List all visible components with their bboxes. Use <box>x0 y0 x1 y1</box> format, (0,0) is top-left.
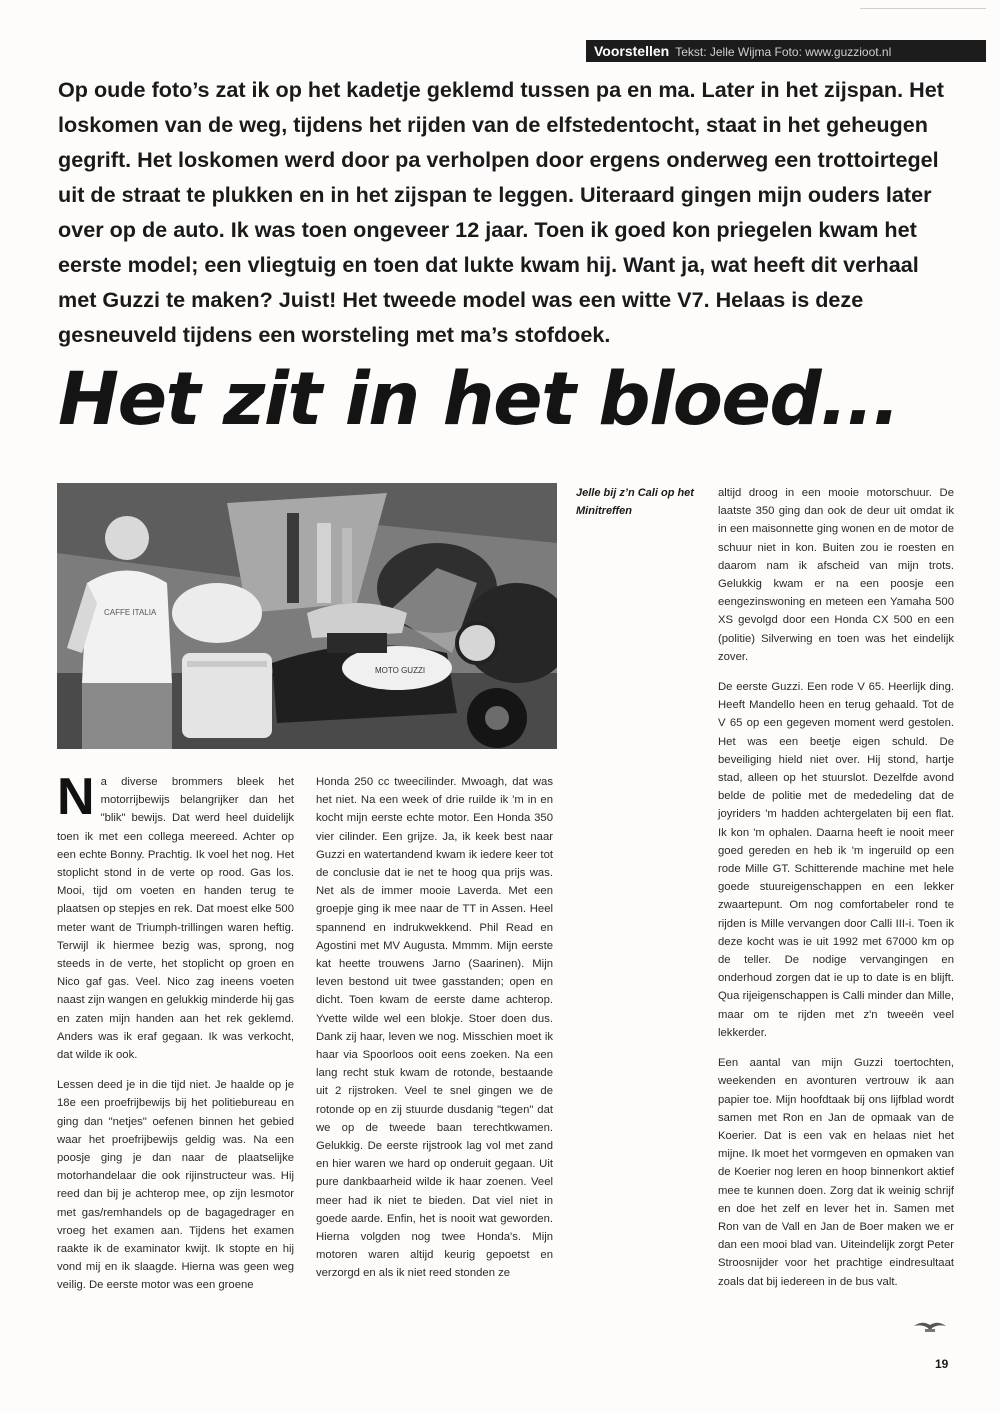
paragraph-text: a diverse brommers bleek het motorrijbewijs belangrijker dan het "blik" bewijs. Dat werd heel duidelijk toen ik met een collega meereed. Achter op een echte Bonny. Prachtig. Ik voel het nog. Het stoplicht stond in de verte op rood. Gas los. Mooi, tijd om voeten en handen terug te plaatsen op stepjes en rek. Dat moest elke 500 meter want de Triumph-trillingen waren heftig. Terwijl ik hiermee bezig was, sprong, nog steeds in de verte, het stoplicht op groen en Nico gaf gas. Veel. Nico zag ineens voeten naast zijn wangen en gelukkig minderde hij gas en zaten mijn handen aan het rek geklemd. Anders was ik eraf gegaan. Ik was verkocht, dat wilde ik ook. <box>57 776 294 1062</box>
article-photo <box>57 483 557 749</box>
body-column-3 <box>718 484 954 1291</box>
eagle-logo-icon <box>912 1318 948 1336</box>
intro-paragraph: Op oude foto’s zat ik op het kadetje geklemd tussen pa en ma. Later in het zijspan. Het loskomen van de weg, tijdens het rijden van de elfstedentocht, staat in het geheugen gegrift. Het loskomen werd door pa verholpen door ergens onderweg een trottoirtegel uit de straat te plukken en in het zijspan te leggen. Uiteraard gingen mijn ouders later over op de auto. Ik was toen ongeveer 12 jaar. Toen ik goed kon priegelen kwam het eerste model; een vliegtuig en toen dat lukte kwam hij. Want ja, wat heeft dit verhaal met Guzzi te maken? Juist! Het tweede model was een witte V7. Helaas is deze gesneuveld tijdens een worsteling met ma’s stofdoek. <box>58 77 944 347</box>
top-rule <box>860 8 986 9</box>
body-paragraph: altijd droog in een mooie motorschuur. De laatste 350 ging dan ook de deur uit omdat ik in een maisonnette ging wonen en de motor de schuur niet in kon. Buiten zou ie roesten en daarom nam ik afscheid van mijn trots. Gelukkig kwam er na een poosje een eengezinswoning en meteen een Yamaha 500 XS gevolgd door een Honda CX 500 en een (politie) Silverwing en toen was het eindelijk zover. <box>718 487 954 663</box>
section-header <box>586 40 986 62</box>
page-number: 19 <box>935 1357 949 1371</box>
drop-cap: N <box>57 768 95 826</box>
body-paragraph: Een aantal van mijn Guzzi toertochten, weekenden en avonturen vertrouw ik aan papier toe. Mijn hoofdtaak bij ons lijfblad wordt samen met Ron en Jan de opmaak van de Koerier. Dat is een vak en helaas niet het mijne. Ik moet het vormgeven en opmaken van de Koerier nog leren en hoop binnenkort aktief mee te kunnen doen. Zorg dat ik weinig schrijf en doe het zelf en lever het in. Samen met Ron van de Vall en Jan de Boer maken we er dan een mooi blad van. Uiteindelijk zorgt Peter Stroosnijder voor het prachtige eindresultaat zoals dat bij iedereen in de bus valt. <box>718 1057 954 1288</box>
photo-caption: Jelle bij z’n Cali op het Minitreffen <box>576 487 694 517</box>
photo-illustration <box>57 483 557 749</box>
body-column-1 <box>57 768 294 1295</box>
author-credit: Tekst: Jelle Wijma Foto: www.guzzioot.nl <box>675 45 892 59</box>
body-column-2 <box>316 773 553 1283</box>
body-paragraph: Honda 250 cc tweecilinder. Mwoagh, dat was het niet. Na een week of drie ruilde ik 'm in en kocht mijn eerste echte motor. Een Honda 350 vier cilinder. Een grijze. Ja, ik keek best naar Guzzi en watertandend kwam ik iedere keer tot de conclusie dat ie net te hoog qua prijs was. Net als de immer mooie Laverda. Met een groepje ging ik mee naar de TT in Assen. Heel spannend en indrukwekkend. Phil Read en Agostini met MV Augusta. Mmmm. Mijn eerste kat heette trouwens Jarno (Saarinen). Mijn leven bestond uit twee gasstanden; open en dicht. Toen kwam de eerste dame achterop. Yvette wilde wel een blokje. Stoer doen dus. Dank zij haar, leven we nog. Misschien moet ik haar via Spoorloos ooit eens zoeken. Na een lang recht stuk kwam de rotonde, bestaande uit 2 rijstroken. Veel te snel gingen we de rotonde op en zij stuurde dusdanig "tegen" dat we op de tweede baan terechtkwamen. Gelukkig. De eerste rijstrook lag vol met zand en hier waren we hard op onderuit gegaan. Uit pure dankbaarheid wilde ik haar zoenen. Veel meer had ik niet te bieden. Dat viel niet in goede aarde. Enfin, het is nooit wat geworden. Hierna volgden nog twee Honda's. Mijn motoren waren altijd keurig gepoetst en verzorgd en als ik niet reed stonden ze <box>316 776 553 1280</box>
section-label: Voorstellen <box>594 43 670 59</box>
tank-brand: MOTO GUZZI <box>375 666 426 675</box>
body-paragraph: De eerste Guzzi. Een rode V 65. Heerlijk ding. Heeft Mandello heen en terug gehaald. Tot de V 65 op een gegeven moment werd gestolen. Het was een beetje eigen schuld. De beveiliging hield niet over. Hij stond, hartje stad, alleen op het stuurslot. Dezelfde avond belde de politie met de mededeling dat de joyriders 'm hadden achtergelaten bij een flat. Ik kon 'm ophalen. Daarna heeft ie nooit meer goed gereden en heb ik 'm ingeruild op een rode Mille GT. Schitterende machine met hele goede stuureigenschappen en een lekker zwaartepunt. Om nog comfortabeler rond te rijden is Mille vervangen door Calli III-i. Toen ik deze kocht was ie uit 1992 met 67000 km op de teller. De nodige vervangingen en onderhoud zorgen dat ie up to date is en blijft. Qua rijeigenschappen is Calli minder dan Mille, maar om te rijden met z'n tweeën veel lekkerder. <box>718 681 954 1039</box>
body-paragraph: Lessen deed je in die tijd niet. Je haalde op je 18e een proefrijbewijs bij het politiebureau en ging dan "netjes" oefenen binnen het gebied waar het proefrijbewijs geldig was. Na een poosje ging je dan naar de plaatselijke motorhandelaar die ook rijinstructeur was. Hij reed dan bij je achterop mee, op zijn lesmotor met gas/remhandels op de bagagedrager en vroeg het examen aan. Tijdens het examen raakte ik de examinator kwijt. Ik stopte en hij vond mij en ik slaagde. Hierna was geen weg veilig. De eerste motor was een groene <box>57 1079 294 1292</box>
body-paragraph <box>57 768 294 1064</box>
article-headline: Het zit in het bloed... <box>58 357 899 442</box>
shirt-text: CAFFE ITALIA <box>104 608 157 617</box>
